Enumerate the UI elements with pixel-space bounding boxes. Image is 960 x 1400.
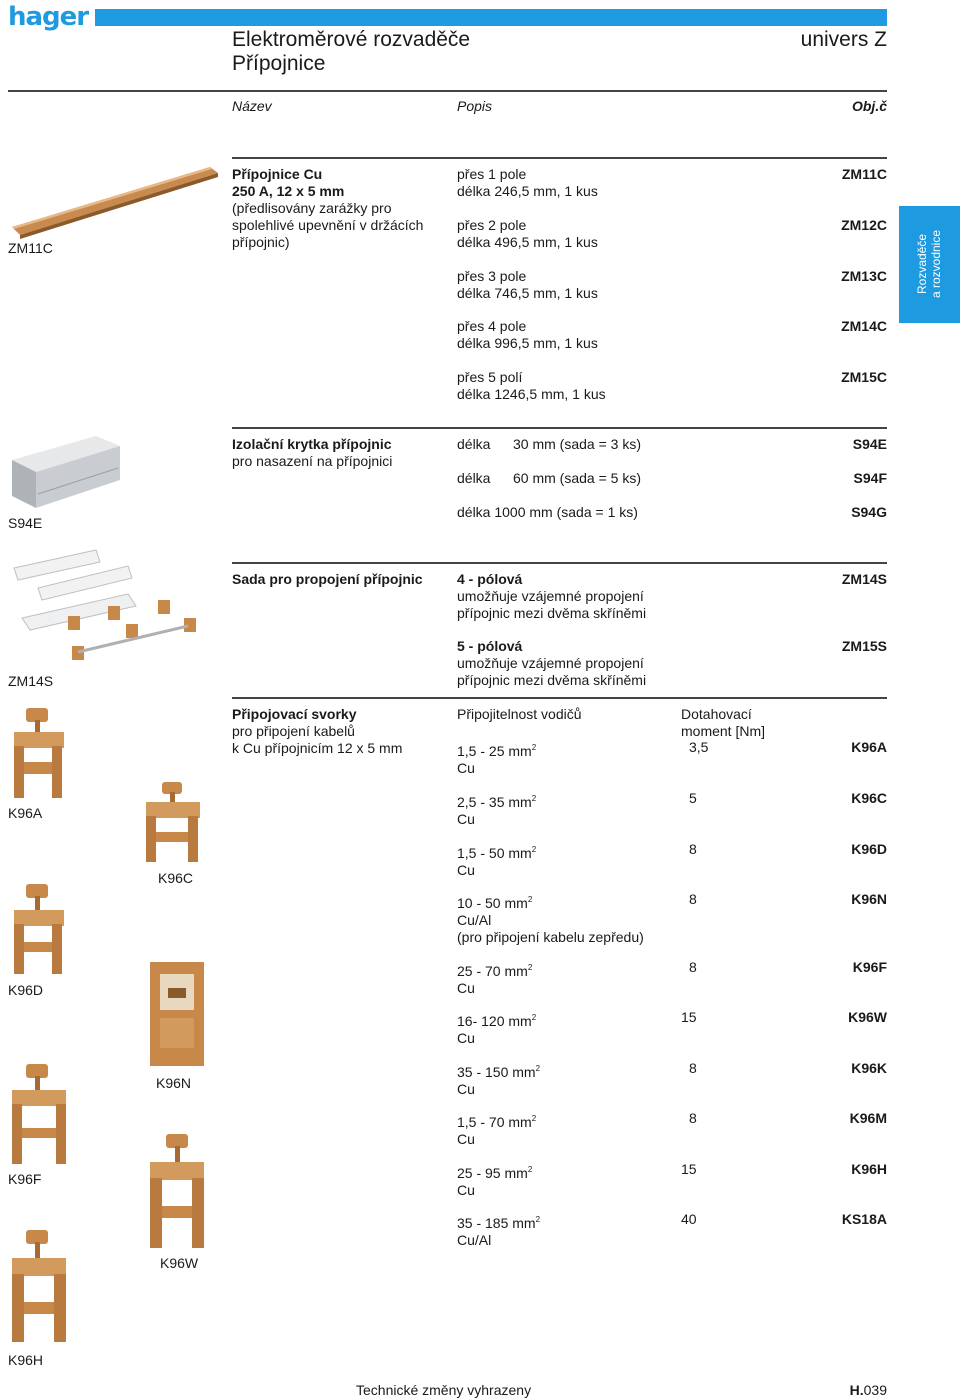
terminal-spec: 2,5 - 35 $mm^2$ Cu (457, 794, 537, 827)
header-divider (8, 90, 887, 92)
torque-value: 15 (681, 1161, 697, 1177)
terminal-image-k96d (8, 882, 70, 978)
product-image-label: S94E (8, 515, 43, 531)
terminal-spec: 1,5 - 50 $mm^2$ Cu (457, 845, 537, 878)
variant-desc: 5 - pólová umožňuje vzájemné propojení přípojnic mezi dvěma skříněmi (457, 638, 647, 688)
terminal-spec: 1,5 - 70 $mm^2$ Cu (457, 1114, 537, 1147)
torque-value: 40 (681, 1211, 697, 1227)
terminal-image-label: K96C (158, 870, 194, 886)
order-code: K96F (852, 959, 887, 975)
torque-value: 5 (689, 790, 697, 806)
order-code: K96W (848, 1009, 887, 1025)
product-image-label: ZM14S (8, 673, 54, 689)
order-code: ZM13C (841, 268, 887, 284)
terminal-image-k96w (146, 1132, 208, 1252)
connection-kit-image (8, 548, 208, 673)
column-label-torque: Dotahovací moment [Nm] (681, 706, 766, 739)
variant-desc: 60 mm (sada = 5 ks) (513, 470, 641, 486)
column-header-name: Název (232, 98, 272, 114)
order-code: ZM15C (841, 369, 887, 385)
variant-desc: přes 5 polí délka 1246,5 mm, 1 kus (457, 369, 606, 402)
product-image-label: ZM11C (8, 240, 53, 256)
terminal-image-label: K96D (8, 982, 44, 998)
section-divider (232, 157, 887, 159)
page-title: Elektroměrové rozvaděče Přípojnice (232, 28, 471, 75)
product-name: Izolační krytka přípojnic pro nasazení na přípojnici (232, 436, 393, 469)
section-divider (232, 427, 887, 429)
terminal-image-k96n (146, 960, 208, 1070)
order-code: K96N (851, 891, 887, 907)
column-label-conductors: Připojitelnost vodičů (457, 706, 582, 722)
torque-value: 8 (689, 891, 697, 907)
variant-desc: délka (457, 436, 491, 452)
column-header-order: Obj.č (851, 98, 887, 114)
product-name: Připojovací svorky pro připojení kabelů k Cu přípojnicím 12 x 5 mm (232, 706, 403, 756)
order-code: ZM12C (841, 217, 887, 233)
column-header-desc: Popis (457, 98, 493, 114)
variant-desc: 4 - pólová umožňuje vzájemné propojení přípojnic mezi dvěma skříněmi (457, 571, 647, 621)
order-code: ZM15S (841, 638, 887, 654)
order-code: K96K (851, 1060, 887, 1076)
order-code: K96A (851, 739, 887, 755)
header-bar (95, 9, 887, 26)
page-number: H.039 (849, 1382, 887, 1398)
order-code: K96H (851, 1161, 887, 1177)
terminal-spec: 35 - 185 $mm^2$ Cu/Al (457, 1215, 541, 1248)
variant-desc: přes 3 pole délka 746,5 mm, 1 kus (457, 268, 598, 301)
variant-desc: přes 1 pole délka 246,5 mm, 1 kus (457, 166, 598, 199)
terminal-spec: 10 - 50 $mm^2$ Cu/Al (pro připojení kabelu zepředu) (457, 895, 644, 945)
torque-value: 8 (689, 1060, 697, 1076)
terminal-spec: 25 - 70 $mm^2$ Cu (457, 963, 533, 996)
torque-value: 15 (681, 1009, 697, 1025)
order-code: K96M (849, 1110, 887, 1126)
insulating-cover-image (8, 432, 123, 512)
order-code: ZM14C (841, 318, 887, 334)
order-code: K96D (851, 841, 887, 857)
terminal-spec: 16- 120 $mm^2$ Cu (457, 1013, 537, 1046)
terminal-spec: 25 - 95 $mm^2$ Cu (457, 1165, 533, 1198)
order-code: K96C (851, 790, 887, 806)
order-code: ZM14S (841, 571, 887, 587)
busbar-image (10, 165, 220, 240)
terminal-image-label: K96F (8, 1171, 42, 1187)
footer-note: Technické změny vyhrazeny (356, 1382, 532, 1398)
torque-value: 8 (689, 1110, 697, 1126)
section-divider (232, 697, 887, 699)
order-code: S94F (853, 470, 887, 486)
product-name: Sada pro propojení přípojnic (232, 571, 423, 587)
variant-desc: délka 1000 mm (sada = 1 ks) (457, 504, 638, 520)
section-divider (232, 562, 887, 564)
product-name: Přípojnice Cu 250 A, 12 x 5 mm (předlisovány zarážky pro spolehlivé upevnění v držácích přípojnic) (232, 166, 424, 250)
terminal-image-k96f (8, 1062, 70, 1168)
section-tab-label: Rozvaděče a rozvodnice (915, 229, 943, 299)
variant-desc: přes 2 pole délka 496,5 mm, 1 kus (457, 217, 598, 250)
terminal-image-k96a (8, 706, 70, 802)
terminal-image-label: K96A (8, 805, 43, 821)
terminal-image-label: K96H (8, 1352, 44, 1368)
torque-value: 8 (689, 959, 697, 975)
variant-desc: přes 4 pole délka 996,5 mm, 1 kus (457, 318, 598, 351)
torque-value: 8 (689, 841, 697, 857)
terminal-image-label: K96W (160, 1255, 199, 1271)
section-tab[interactable] (899, 206, 960, 323)
hager-logo: hager (8, 2, 89, 32)
terminal-spec: 1,5 - 25 $mm^2$ Cu (457, 743, 537, 776)
order-code: KS18A (841, 1211, 887, 1227)
order-code: S94E (852, 436, 887, 452)
order-code: ZM11C (841, 166, 887, 182)
variant-desc: délka (457, 470, 491, 486)
terminal-image-label: K96N (156, 1075, 192, 1091)
series-title: univers Z (800, 28, 887, 51)
terminal-image-k96h (8, 1228, 70, 1346)
terminal-image-k96c (142, 780, 204, 866)
torque-value: 3,5 (689, 739, 709, 755)
order-code: S94G (851, 504, 887, 520)
terminal-spec: 35 - 150 $mm^2$ Cu (457, 1064, 541, 1097)
variant-desc: 30 mm (sada = 3 ks) (513, 436, 641, 452)
